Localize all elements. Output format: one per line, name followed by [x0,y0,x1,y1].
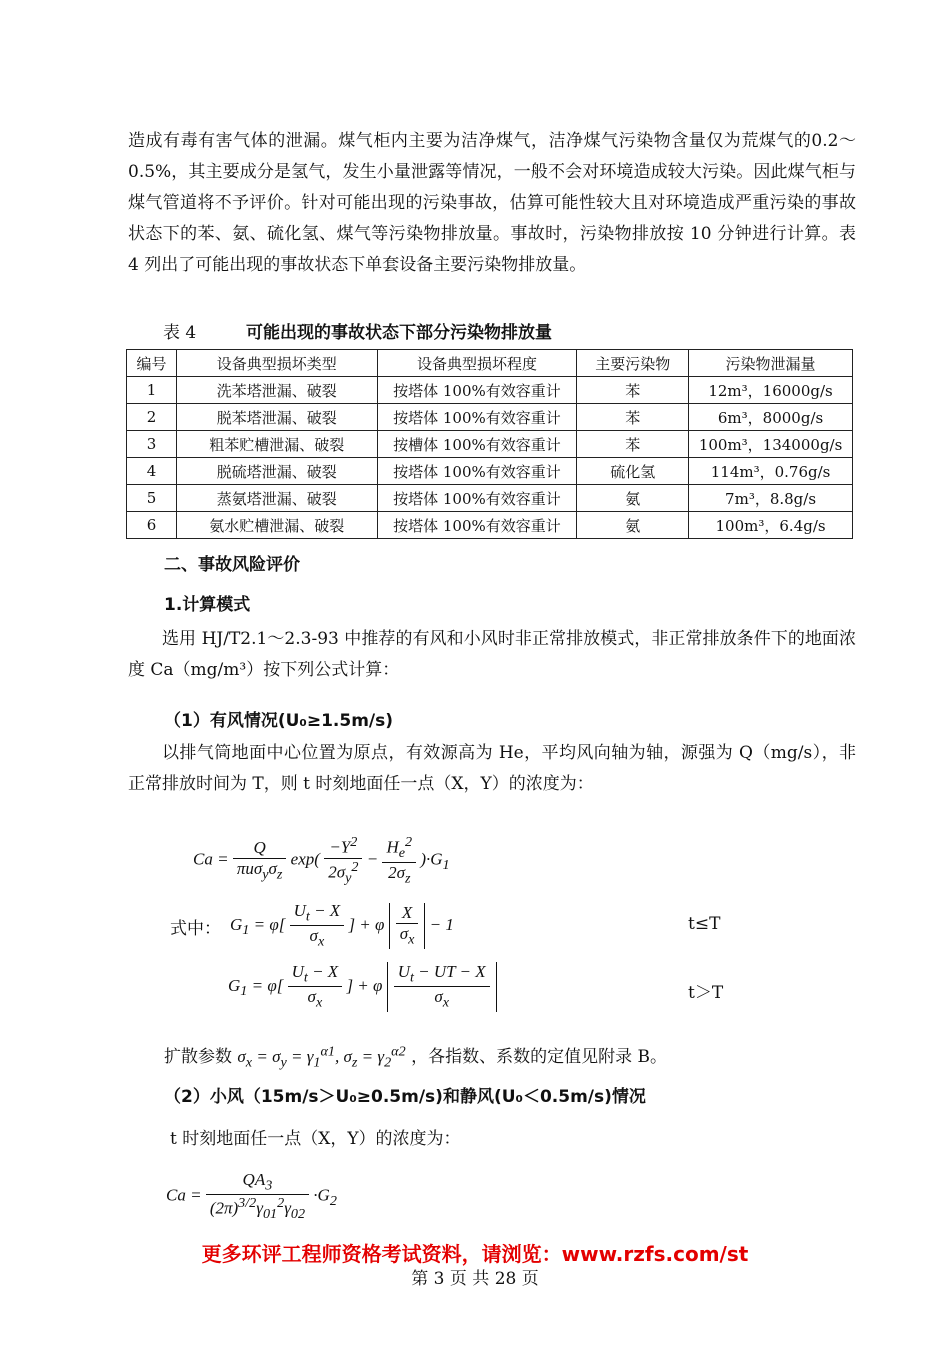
intro-paragraph [128,126,856,281]
table-row [127,431,853,458]
table-cell: 洗苯塔泄漏、破裂 [176,377,377,404]
formula-label: 式中： [170,919,221,939]
table-cell: 蒸氨塔泄漏、破裂 [176,485,377,512]
table-title: 可能出现的事故状态下部分污染物排放量 [246,323,552,343]
concentration-formula-2: Ca = $\frac{QA_3}{(2\pi)^{3/2}\gamma_{01}^2\gamma_{02}}$ $\cdot G_2$ [166,1170,337,1223]
diffusion-line [164,1042,667,1071]
table-cell: 粗苯贮槽泄漏、破裂 [176,431,377,458]
table-cell: 按塔体 100%有效容重计 [377,404,577,431]
condition-2: t＞T [688,983,724,1003]
table-cell: 氨 [577,485,689,512]
table-cell: 脱苯塔泄漏、破裂 [176,404,377,431]
section-heading: 二、事故风险评价 [164,555,300,575]
table-cell: 2 [127,404,177,431]
header-cell: 污染物泄漏量 [689,350,853,377]
table-cell: 苯 [577,431,689,458]
table-cell: 7m³，8.8g/s [689,485,853,512]
table-cell: 按塔体 100%有效容重计 [377,458,577,485]
subsection-heading: 1.计算模式 [164,595,251,615]
header-cell: 编号 [127,350,177,377]
header-cell: 设备典型损坏类型 [176,350,377,377]
table-row [127,458,853,485]
table-cell: 氨水贮槽泄漏、破裂 [176,512,377,539]
diffusion-formula: $\sigma_x = \sigma_y = \gamma_1^{\alpha 1}$, $\sigma_z = \gamma_2^{\alpha 2}$ [237,1043,406,1071]
g1-formula-case1: $G_1 = \varphi$[ $\frac{U_t - X}{\sigma_x}$ ] + φ $\frac{X}{\sigma_x}$ − 1 [230,901,454,950]
table-row [127,404,853,431]
case2-paragraph: t 时刻地面任一点（X，Y）的浓度为： [170,1129,461,1149]
table-cell: 6m³，8000g/s [689,404,853,431]
table-cell: 脱硫塔泄漏、破裂 [176,458,377,485]
table-cell: 5 [127,485,177,512]
diffusion-prefix: 扩散参数 [164,1047,232,1067]
case1-paragraph [128,738,856,800]
intro-text: 造成有毒有害气体的泄漏。煤气柜内主要为洁净煤气，洁净煤气污染物含量仅为荒煤气的0.2～0.5%，其主要成分是氢气，发生小量泄露等情况，一般不会对环境造成较大污染。因此煤气柜与煤气管道将不予评价。针对可能出现的污染事故，估算可能性较大且对环境造成严重污染的事故状态下的苯、氨、硫化氢、煤气等污染物排放量。事故时，污染物排放按 10 分钟进行计算。表 4 列出了可能出现的事故状态下单套设备主要污染物排放量。 [128,131,856,275]
diffusion-suffix: ，各指数、系数的定值见附录 B。 [411,1047,667,1067]
table-cell: 100m³，134000g/s [689,431,853,458]
table-cell: 按塔体 100%有效容重计 [377,512,577,539]
condition-1: t≤T [688,914,721,934]
table-row [127,485,853,512]
table-header-row [127,350,853,377]
table-cell: 按塔体 100%有效容重计 [377,377,577,404]
case1-text: 以排气筒地面中心位置为原点，有效源高为 He，平均风向轴为轴，源强为 Q（mg/s），非正常排放时间为 T，则 t 时刻地面任一点（X，Y）的浓度为： [128,743,856,794]
table-cell: 4 [127,458,177,485]
table-number: 表 4 [163,323,197,343]
table-cell: 按塔体 100%有效容重计 [377,485,577,512]
table-row [127,377,853,404]
emission-table [126,349,853,539]
table-cell: 硫化氢 [577,458,689,485]
table-cell: 苯 [577,377,689,404]
model-paragraph [128,624,856,686]
table-cell: 氨 [577,512,689,539]
table-cell: 苯 [577,404,689,431]
footer-link[interactable]: 更多环评工程师资格考试资料，请浏览：www.rzfs.com/st [201,1242,749,1266]
case2-heading: （2）小风（15m/s＞U₀≥0.5m/s)和静风(U₀＜0.5m/s)情况 [164,1087,646,1107]
table-row [127,512,853,539]
table-cell: 114m³，0.76g/s [689,458,853,485]
table-cell: 12m³，16000g/s [689,377,853,404]
table-cell: 1 [127,377,177,404]
table-cell: 3 [127,431,177,458]
concentration-formula-1: Ca = $\frac{Q}{\pi u\sigma_y\sigma_z}$ exp( $\frac{-Y^2}{2\sigma_y^2}$ − $\frac{H_e^2}{2\sigma_z}$ )$\cdot G_1$ [193,834,450,887]
table-cell: 6 [127,512,177,539]
header-cell: 设备典型损坏程度 [377,350,577,377]
case1-heading: （1）有风情况(U₀≥1.5m/s) [164,711,394,731]
header-cell: 主要污染物 [577,350,689,377]
g1-formula-case2: $G_1 = \varphi$[ $\frac{U_t - X}{\sigma_x}$ ] + φ $\frac{U_t - UT - X}{\sigma_x}$ [228,962,497,1012]
page-number: 第 3 页 共 28 页 [411,1269,539,1289]
table-cell: 按槽体 100%有效容重计 [377,431,577,458]
table-cell: 100m³，6.4g/s [689,512,853,539]
model-text: 选用 HJ/T2.1～2.3-93 中推荐的有风和小风时非正常排放模式，非正常排放条件下的地面浓度 Ca（mg/m³）按下列公式计算： [128,629,856,680]
